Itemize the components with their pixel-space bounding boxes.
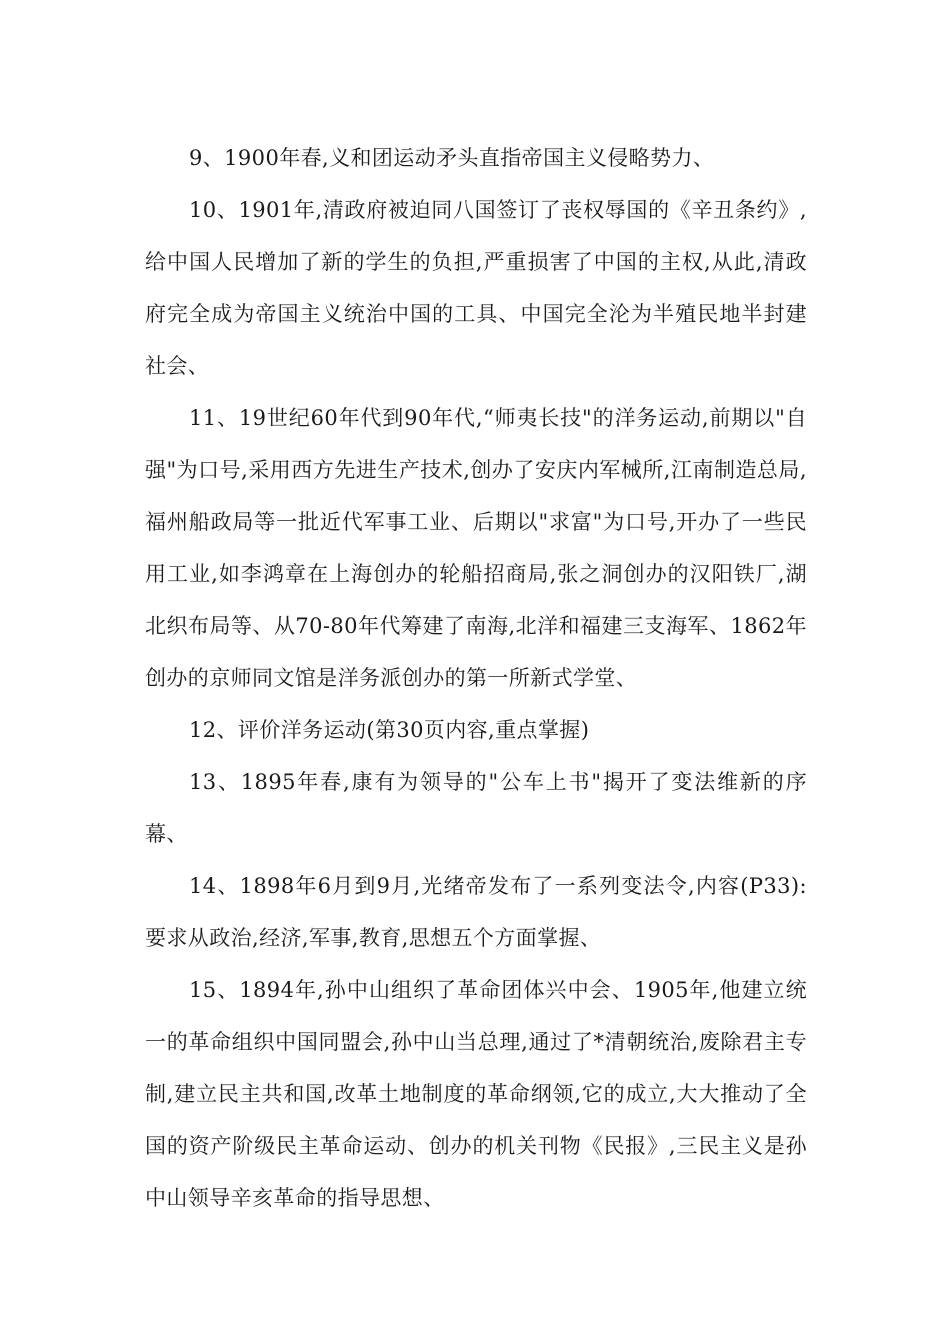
document-body [145,132,807,1224]
paragraph-item-15: 15、1894年,孙中山组织了革命团体兴中会、1905年,他建立统一的革命组织中国同盟会,孙中山当总理,通过了*清朝统治,废除君主专制,建立民主共和国,改革土地制度的革命纲领,它的成立,大大推动了全国的资产阶级民主革命运动、创办的机关刊物《民报》,三民主义是孙中山领导辛亥革命的指导思想、 [145,978,807,1210]
paragraph-item-12: 12、评价洋务运动(第30页内容,重点掌握) [189,718,590,742]
paragraph-item-9: 9、1900年春,义和团运动矛头直指帝国主义侵略势力、 [189,146,715,170]
paragraph-item-11: 11、19世纪60年代到90年代,“师夷长技"的洋务运动,前期以"自强"为口号,采用西方先进生产技术,创办了安庆内军械所,江南制造总局,福州船政局等一批近代军事工业、后期以"求富"为口号,开办了一些民用工业,如李鸿章在上海创办的轮船招商局,张之洞创办的汉阳铁厂,湖北织布局等、从70-80年代筹建了南海,北洋和福建三支海军、1862年创办的京师同文馆是洋务派创办的第一所新式学堂、 [145,406,807,690]
paragraph-item-14: 14、1898年6月到9月,光绪帝发布了一系列变法令,内容(P33):要求从政治,经济,军事,教育,思想五个方面掌握、 [145,874,807,950]
paragraph-item-10: 10、1901年,清政府被迫同八国签订了丧权辱国的《辛丑条约》,给中国人民增加了新的学生的负担,严重损害了中国的主权,从此,清政府完全成为帝国主义统治中国的工具、中国完全沦为半殖民地半封建社会、 [145,198,807,378]
paragraph-item-13: 13、1895年春,康有为领导的"公车上书"揭开了变法维新的序幕、 [145,770,807,846]
